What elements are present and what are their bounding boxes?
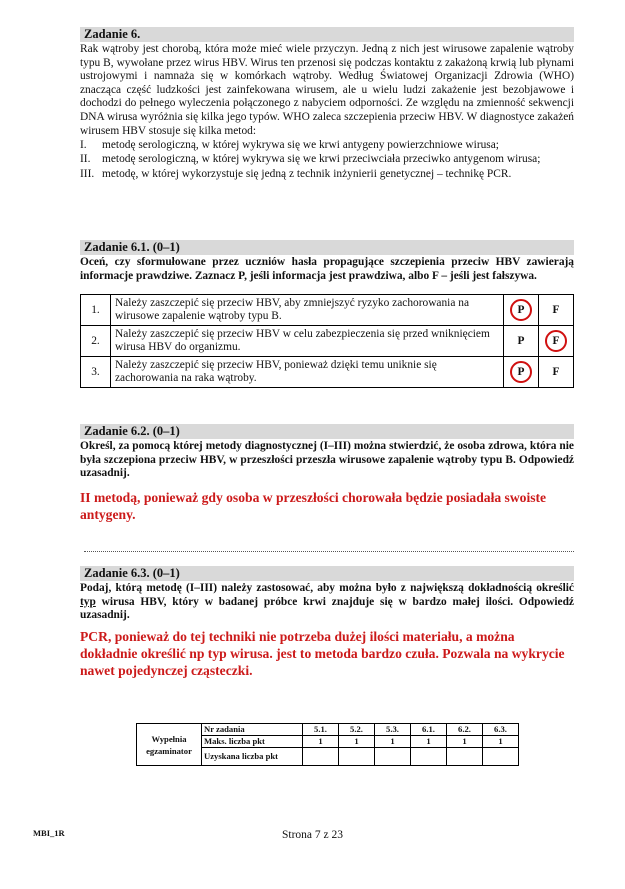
task-6-intro: Rak wątroby jest chorobą, która może mieć wiele przyczyn. Jedną z nich jest wirusowe zapalenie wątroby typu B, wywołane przez wirus HBV. Wirus ten przenosi się podczas kontaktu z zakażoną krwią lub płynami ustrojowymi i namnaża się w komórkach wątroby. Według Światowej Organizacji Zdrowia (WHO) znacząca część ludzkości jest zainfekowana wirusem, ale u wielu ludzi zakażenie jest bezobjawowe i dochodzi do pełnego wyleczenia połączonego z nabyciem odporności. Ze względu na zmienność sekwencji DNA wirusa wyróżnia się kilka jego typów. WHO zaleca szczepienia przeciw HBV. W diagnostyce zakażeń wirusem HBV stosuje się kilka metod: [80,43,574,137]
option-p[interactable] [504,295,539,326]
task-6-section [80,27,574,182]
underlined-word: typ [80,595,96,608]
selected-mark: F [545,330,567,352]
max-points: 1 [483,736,519,748]
row-label-max: Maks. liczba pkt [202,736,303,748]
row-label-task: Nr zadania [202,724,303,736]
option-p[interactable] [504,357,539,388]
statement: Należy zaszczepić się przeciw HBV, aby zmniejszyć ryzyko zachorowania na wirusowe zapalenie wątroby typu B. [111,295,504,326]
selected-mark: P [510,361,532,383]
methods-list [80,139,574,182]
table-row [81,326,574,357]
task-6-1-section [80,240,574,388]
task-number: 5.2. [339,724,375,736]
task-6-2-answer[interactable]: II metodą, ponieważ gdy osoba w przeszłości chorowała będzie posiadała swoiste antygeny. [80,489,547,522]
selected-mark: P [510,299,532,321]
max-points: 1 [303,736,339,748]
max-points: 1 [375,736,411,748]
row-label-got: Uzyskana liczba pkt [202,748,303,766]
task-6-1-instruction: Oceń, czy sformułowane przez uczniów hasła propagujące szczepienia przeciw HBV zawierają informacje prawdziwe. Zaznacz P, jeśli informacja jest prawdziwa, albo F – jeśli jest fałszywa. [80,256,574,282]
examiner-label: Wypełnia egzaminator [137,724,202,766]
option-p[interactable]: P [504,326,539,357]
option-f[interactable] [539,326,574,357]
task-number: 5.3. [375,724,411,736]
table-row [81,295,574,326]
page-number: Strona 7 z 23 [281,829,343,841]
score-cell[interactable] [483,748,519,766]
method-item: I. metodę serologiczną, w której wykrywa się we krwi antygeny powierzchniowe wirusa; [80,139,499,152]
task-6-2-header: Zadanie 6.2. (0–1) [80,424,574,439]
table-row [81,357,574,388]
task-number: 5.1. [303,724,339,736]
task-6-1-header: Zadanie 6.1. (0–1) [80,240,574,255]
task-6-3-section [80,566,574,679]
row-number: 3. [81,357,111,388]
score-cell[interactable] [339,748,375,766]
task-6-3-header: Zadanie 6.3. (0–1) [80,566,574,581]
task-number: 6.1. [411,724,447,736]
task-6-2-section [80,424,574,523]
task-number: 6.3. [483,724,519,736]
max-points: 1 [339,736,375,748]
task-6-2-instruction: Określ, za pomocą której metody diagnostycznej (I–III) można stwierdzić, że osoba zdrowa, która nie była szczepiona przeciw HBV, w przeszłości przeszła wirusowe zapalenie wątroby typu B. Odpowiedź uzasadnij. [80,440,574,480]
option-f[interactable]: F [539,357,574,388]
score-cell[interactable] [375,748,411,766]
score-cell[interactable] [447,748,483,766]
true-false-table [80,294,574,388]
row-number: 2. [81,326,111,357]
score-cell[interactable] [411,748,447,766]
task-6-3-answer[interactable]: PCR, ponieważ do tej techniki nie potrzeba dużej ilości materiału, a można dokładnie określić np typ wirusa. jest to metoda bardzo czuła. Pozwala na wykrycie nawet pojedynczej cząsteczki. [80,628,565,678]
max-points: 1 [411,736,447,748]
examiner-table [136,723,519,766]
method-item: III. metodę, w której wykorzystuje się jedną z technik inżynierii genetycznej – technikę PCR. [80,168,512,181]
option-f[interactable]: F [539,295,574,326]
max-points: 1 [447,736,483,748]
statement: Należy zaszczepić się przeciw HBV w celu zabezpieczenia się przed wniknięciem wirusa HBV do organizmu. [111,326,504,357]
method-item: II. metodę serologiczną, w której wykrywa się we krwi przeciwciała przeciwko antygenom wirusa; [80,152,541,165]
statement: Należy zaszczepić się przeciw HBV, ponieważ dzięki temu uniknie się zachorowania na raka wątroby. [111,357,504,388]
row-number: 1. [81,295,111,326]
answer-dotted-line [84,551,574,552]
task-6-header: Zadanie 6. [80,27,574,42]
task-6-3-instruction: Podaj, którą metodę (I–III) należy zastosować, aby można było z największą dokładnością określić typ wirusa HBV, który w badanej próbce krwi znajduje się w bardzo małej ilości. Odpowiedź uzasadnij. [80,582,574,622]
score-cell[interactable] [303,748,339,766]
exam-code: MBI_1R [33,828,65,838]
task-number: 6.2. [447,724,483,736]
